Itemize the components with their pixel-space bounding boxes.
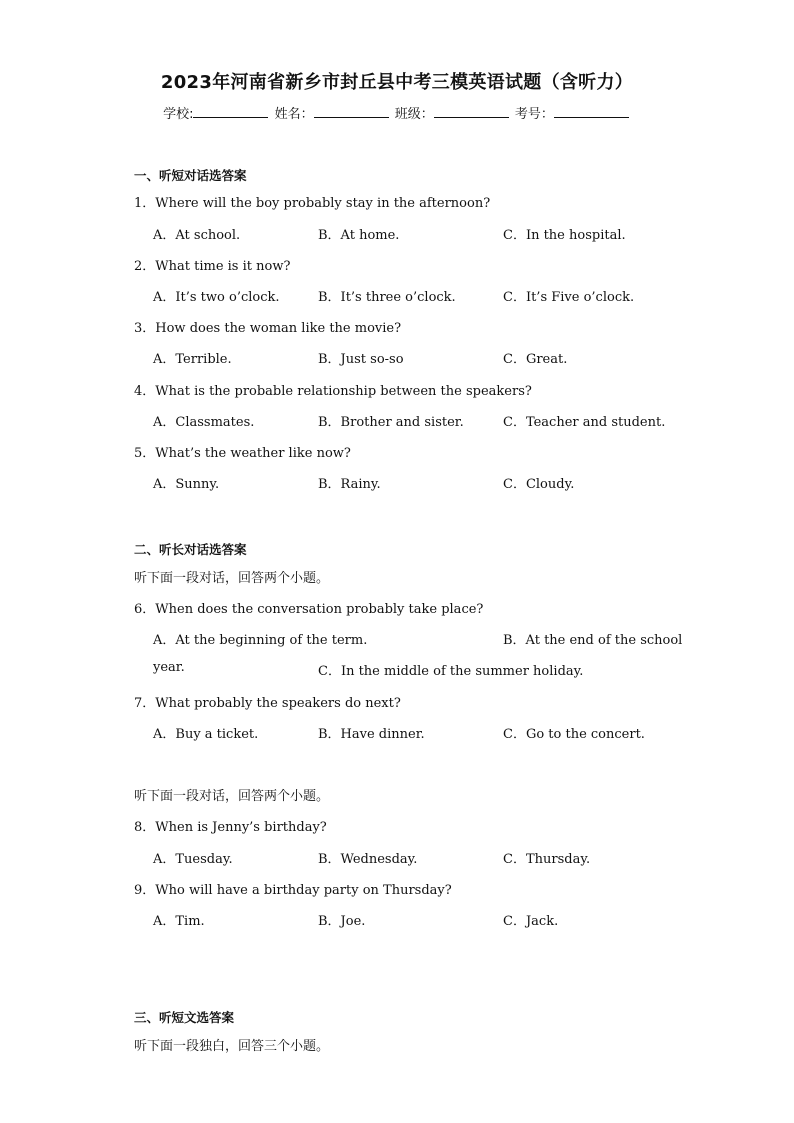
option-3a[interactable]: A．Terrible. — [153, 352, 232, 367]
page-title: 2023年河南省新乡市封丘县中考三模英语试题（含听力） — [160, 72, 634, 93]
option-8a[interactable]: A．Tuesday. — [153, 852, 233, 867]
option-3b[interactable]: B．Just so-so — [318, 352, 404, 367]
section-intro-1: 听下面一段对话，回答两个小题。 — [134, 571, 330, 586]
option-1c[interactable]: C．In the hospital. — [503, 228, 626, 243]
option-6a[interactable]: A．At the beginning of the term. — [153, 633, 368, 648]
class-label: 班级： — [394, 107, 434, 122]
option-9a[interactable]: A．Tim. — [153, 914, 205, 929]
option-5a[interactable]: A．Sunny. — [153, 477, 220, 492]
question-8: 8．When is Jenny’s birthday? — [134, 820, 327, 835]
question-2: 2．What time is it now? — [134, 259, 291, 274]
section-heading-3: 三、听短文选答案 — [134, 1010, 235, 1025]
school-label: 学校: — [163, 107, 194, 122]
name-blank[interactable] — [314, 105, 389, 118]
option-1b[interactable]: B．At home. — [318, 228, 400, 243]
option-4a[interactable]: A．Classmates. — [153, 415, 255, 430]
option-6c[interactable]: C．In the middle of the summer holiday. — [318, 664, 584, 679]
school-blank[interactable] — [193, 105, 268, 118]
option-6b[interactable]: B．At the end of the school — [503, 633, 683, 648]
option-7a[interactable]: A．Buy a ticket. — [153, 727, 259, 742]
option-6b-continued[interactable]: year. — [153, 660, 185, 675]
option-2b[interactable]: B．It’s three o’clock. — [318, 290, 456, 305]
question-5: 5．What’s the weather like now? — [134, 446, 351, 461]
number-label: 考号： — [514, 107, 554, 122]
option-5c[interactable]: C．Cloudy. — [503, 477, 575, 492]
question-9: 9．Who will have a birthday party on Thursday? — [134, 883, 452, 898]
option-3c[interactable]: C．Great. — [503, 352, 568, 367]
question-4: 4．What is the probable relationship between the speakers? — [134, 384, 532, 399]
section-heading-2: 二、听长对话选答案 — [134, 542, 247, 557]
section-intro-2: 听下面一段对话，回答两个小题。 — [134, 789, 330, 804]
student-info-row — [0, 103, 794, 122]
option-9c[interactable]: C．Jack. — [503, 914, 559, 929]
question-1: 1．Where will the boy probably stay in the afternoon? — [134, 196, 491, 211]
option-1a[interactable]: A．At school. — [153, 228, 241, 243]
section-intro-3: 听下面一段独白，回答三个小题。 — [134, 1039, 330, 1054]
option-9b[interactable]: B．Joe. — [318, 914, 366, 929]
name-label: 姓名： — [274, 107, 314, 122]
option-7b[interactable]: B．Have dinner. — [318, 727, 425, 742]
question-3: 3．How does the woman like the movie? — [134, 321, 402, 336]
question-6: 6．When does the conversation probably take place? — [134, 602, 484, 617]
option-8c[interactable]: C．Thursday. — [503, 852, 591, 867]
section-heading-1: 一、听短对话选答案 — [134, 168, 247, 183]
option-4c[interactable]: C．Teacher and student. — [503, 415, 666, 430]
question-7: 7．What probably the speakers do next? — [134, 696, 401, 711]
option-4b[interactable]: B．Brother and sister. — [318, 415, 464, 430]
option-2c[interactable]: C．It’s Five o’clock. — [503, 290, 635, 305]
number-blank[interactable] — [554, 105, 629, 118]
option-2a[interactable]: A．It’s two o’clock. — [153, 290, 280, 305]
option-7c[interactable]: C．Go to the concert. — [503, 727, 645, 742]
class-blank[interactable] — [434, 105, 509, 118]
option-5b[interactable]: B．Rainy. — [318, 477, 381, 492]
option-8b[interactable]: B．Wednesday. — [318, 852, 418, 867]
